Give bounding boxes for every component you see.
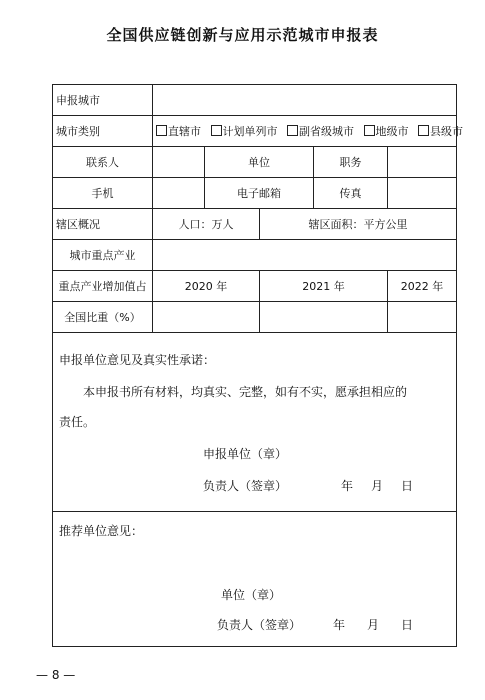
key-industry-label: 城市重点产业 [53,240,153,271]
checkbox-icon[interactable] [364,125,375,136]
page-number: — 8 — [36,668,76,682]
declaration-text-line1: 本申报书所有材料，均真实、完整，如有不实，愿承担相应的 [83,385,408,399]
phone-field[interactable] [153,178,205,209]
city-field[interactable] [153,85,457,116]
share-2022-field[interactable] [388,302,457,333]
contact-label: 联系人 [53,147,153,178]
declaration-day: 日 [401,479,414,493]
key-industry-field[interactable] [153,240,457,271]
contact-field[interactable] [153,147,205,178]
year-2021-header: 2021 年 [260,271,388,302]
position-label: 职务 [314,147,388,178]
year-2022-header: 2022 年 [388,271,457,302]
type-option-sub-provincial[interactable]: 副省级城市 [287,123,354,139]
share-2020-field[interactable] [153,302,260,333]
page-title: 全国供应链创新与应用示范城市申报表 [106,26,379,44]
recommendation-year: 年 [333,618,346,632]
recommendation-unit-seal: 单位（章） [221,588,282,602]
checkbox-icon[interactable] [418,125,429,136]
industry-share-label-1: 重点产业增加值占 [53,271,153,302]
type-option-county[interactable]: 县级市 [418,123,463,139]
fax-field[interactable] [388,178,457,209]
declaration-unit-seal: 申报单位（章） [203,447,288,461]
email-label: 电子邮箱 [205,178,314,209]
area-label: 辖区面积：平方公里 [260,209,457,240]
declaration-text-line2: 责任。 [59,415,96,429]
declaration-signature-label[interactable]: 负责人（签章） [203,479,288,493]
overview-label: 辖区概况 [53,209,153,240]
share-2021-field[interactable] [260,302,388,333]
position-field[interactable] [388,147,457,178]
recommendation-heading: 推荐单位意见： [59,524,144,538]
fax-label: 传真 [314,178,388,209]
population-label: 人口：万人 [153,209,260,240]
checkbox-icon[interactable] [211,125,222,136]
unit-label: 单位 [205,147,314,178]
phone-label: 手机 [53,178,153,209]
recommendation-month: 月 [367,618,380,632]
recommendation-day: 日 [401,618,414,632]
declaration-month: 月 [371,479,384,493]
recommendation-section [53,512,457,647]
city-type-options [153,116,463,147]
declaration-section [53,333,457,512]
city-label: 申报城市 [53,85,153,116]
checkbox-icon[interactable] [156,125,167,136]
declaration-year: 年 [341,479,354,493]
declaration-heading: 申报单位意见及真实性承诺： [59,353,216,367]
checkbox-icon[interactable] [287,125,298,136]
application-form-table [52,84,463,647]
city-type-label: 城市类别 [53,116,153,147]
type-option-separate-plan[interactable]: 计划单列市 [211,123,278,139]
type-option-prefecture[interactable]: 地级市 [364,123,409,139]
recommendation-signature-label[interactable]: 负责人（签章） [217,618,302,632]
year-2020-header: 2020 年 [153,271,260,302]
industry-share-label-2: 全国比重（%） [53,302,153,333]
type-option-municipality[interactable]: 直辖市 [156,123,201,139]
